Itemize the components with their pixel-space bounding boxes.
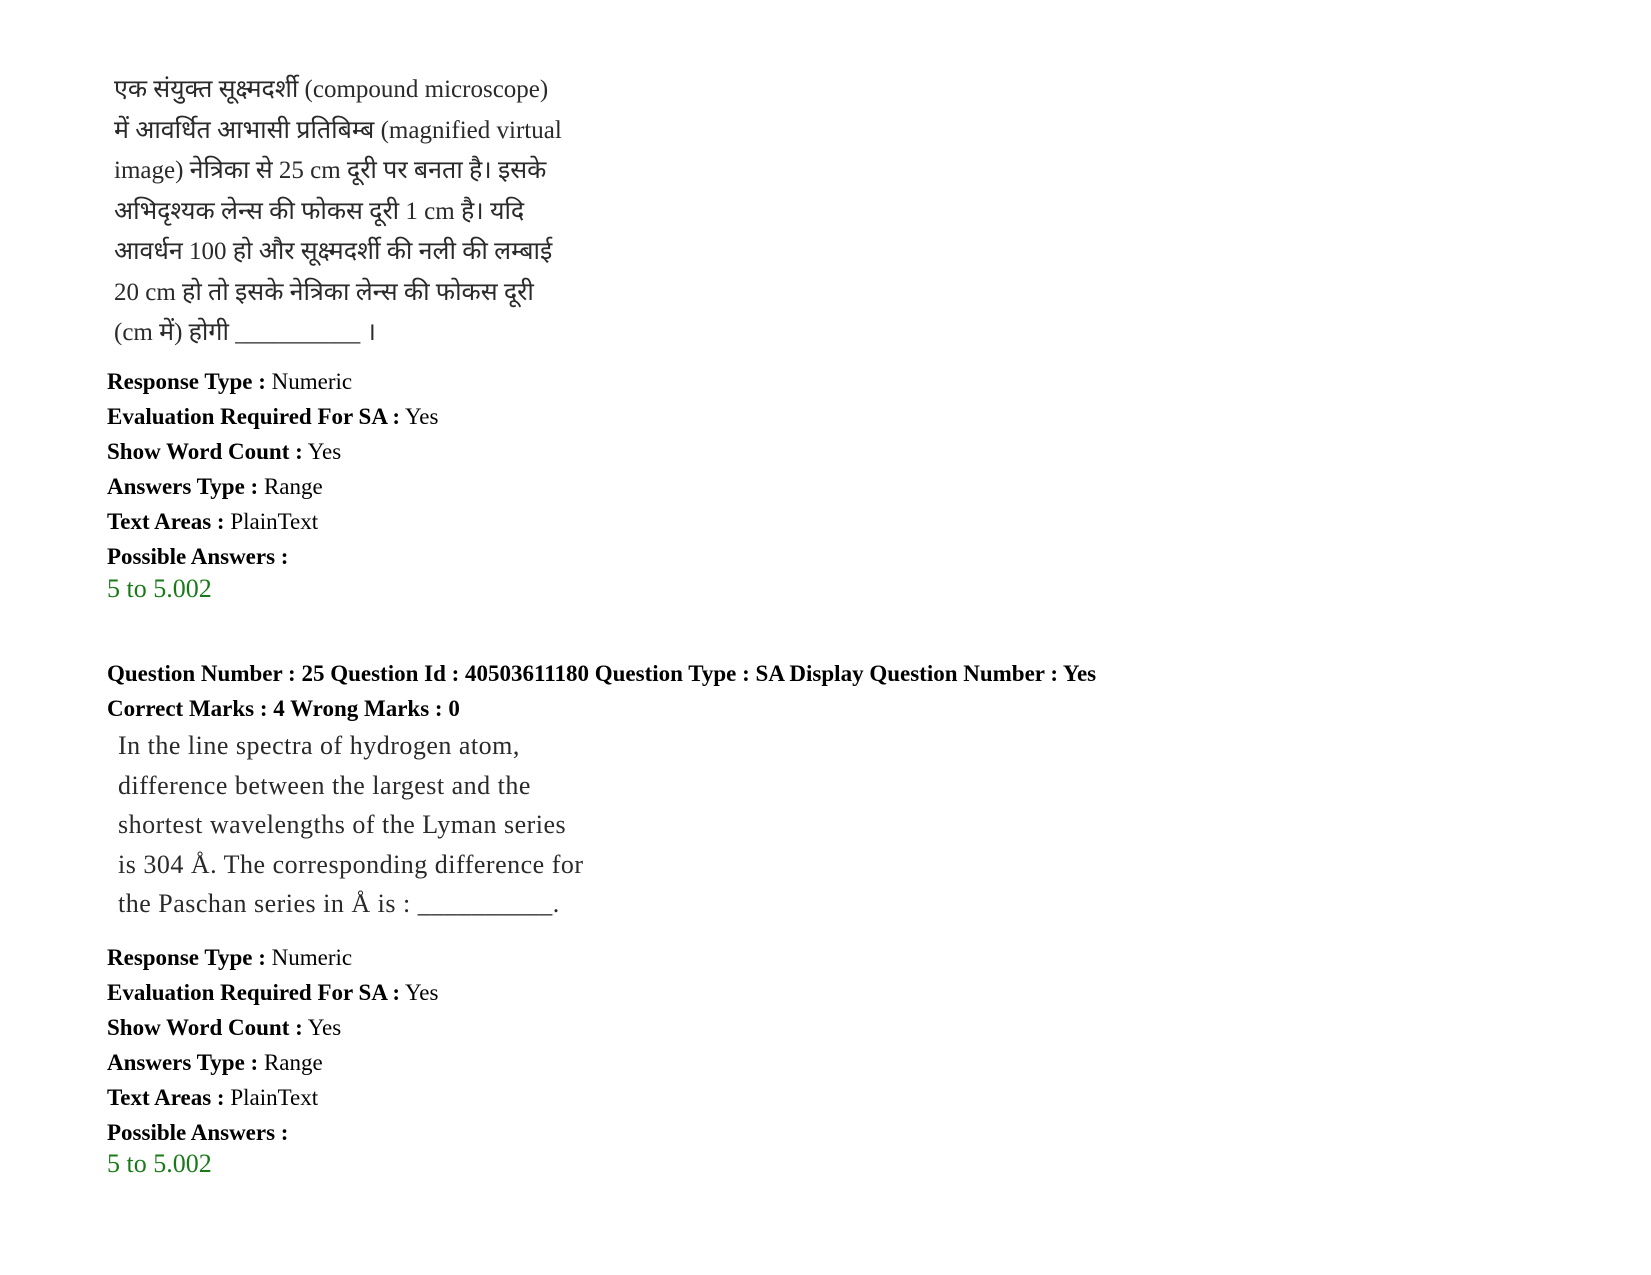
meta-row-text-areas: Text Areas : PlainText	[107, 509, 319, 534]
question-line: में आवर्धित आभासी प्रतिबिम्ब (magnified virtual	[114, 116, 562, 144]
meta-row-evaluation-required: Evaluation Required For SA : Yes	[107, 404, 439, 429]
question-line: आवर्धन 100 हो और सूक्ष्मदर्शी की नली की लम्बाई	[114, 238, 553, 265]
possible-answer-value: 5 to 5.002	[107, 1149, 212, 1178]
meta-row-response-type: Response Type : Numeric	[107, 369, 353, 394]
question-image-english	[118, 726, 618, 924]
question-line: 20 cm हो तो इसके नेत्रिका लेन्स की फोकस दूरी	[114, 278, 534, 306]
meta-row-possible-answers: Possible Answers :	[107, 1120, 289, 1145]
question-line: अभिदृश्यक लेन्स की फोकस दूरी 1 cm है। यदि	[114, 197, 525, 225]
question-meta	[107, 364, 438, 574]
question-line: image) नेत्रिका से 25 cm दूरी पर बनता है। इसके	[114, 157, 547, 184]
meta-row-possible-answers: Possible Answers :	[107, 544, 289, 569]
question-line: shortest wavelengths of the Lyman series	[118, 810, 567, 839]
question-image-hindi	[114, 70, 614, 354]
meta-row-evaluation-required: Evaluation Required For SA : Yes	[107, 980, 439, 1005]
question-meta	[107, 940, 438, 1150]
meta-row-show-word-count: Show Word Count : Yes	[107, 1015, 342, 1040]
question-header-line: Question Number : 25 Question Id : 40503611180 Question Type : SA Display Question Number : Yes	[107, 661, 1097, 686]
question-line: difference between the largest and the	[118, 770, 531, 800]
question-line: the Paschan series in Å is : __________.	[118, 889, 560, 918]
question-line: (cm में) होगी __________ ।	[114, 319, 376, 346]
question-header	[107, 656, 1096, 726]
question-line: is 304 Å. The corresponding difference for	[118, 849, 584, 879]
meta-row-show-word-count: Show Word Count : Yes	[107, 439, 342, 464]
question-line: In the line spectra of hydrogen atom,	[118, 731, 520, 760]
possible-answer-value: 5 to 5.002	[107, 574, 212, 603]
marks-line: Correct Marks : 4 Wrong Marks : 0	[107, 696, 460, 721]
meta-row-text-areas: Text Areas : PlainText	[107, 1085, 319, 1110]
meta-row-response-type: Response Type : Numeric	[107, 945, 353, 970]
question-line: एक संयुक्त सूक्ष्मदर्शी (compound microscope)	[114, 76, 549, 103]
meta-row-answers-type: Answers Type : Range	[107, 474, 323, 499]
meta-row-answers-type: Answers Type : Range	[107, 1050, 323, 1075]
